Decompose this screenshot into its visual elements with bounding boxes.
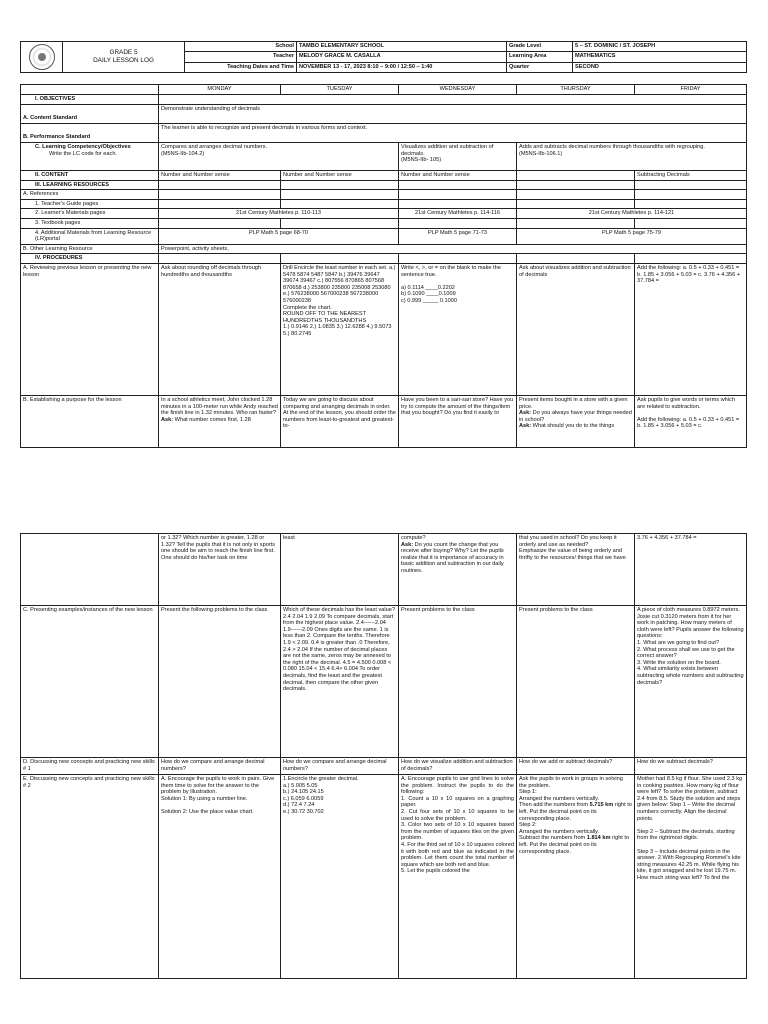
blank	[159, 254, 281, 264]
blank	[635, 254, 747, 264]
purpose-thursday-text: Present items bought in a store with a given price.	[519, 396, 628, 410]
lc-wednesday: Visualizes addition and subtraction of decimals. (M5NS-IIb- 105)	[399, 143, 517, 171]
concepts-1-friday: How do we subtract decimals?	[635, 758, 747, 775]
content-label: II. CONTENT	[21, 171, 159, 181]
purpose-thursday-cont: that you used in school? Do you keep it orderly and use as needed? Emphasize the value of being orderly and thrifty to the resources/ things that we have.	[517, 534, 635, 606]
lm-mon-tue: 21st Century Mathletes p. 110-113	[159, 209, 399, 219]
content-thursday	[517, 171, 635, 181]
blank	[635, 199, 747, 209]
blank	[517, 190, 635, 200]
am-mon-tue: PLP Math 5 page 68-70	[159, 228, 399, 244]
concepts-2-thursday-step2: right to left. Put the decimal point on its corresponding place. Step 2: Arranged the numbers vertically. Subtract the numbers from	[519, 802, 632, 842]
performance-standard-label: B. Performance Standard	[21, 124, 159, 143]
blank	[159, 190, 281, 200]
content-tuesday: Number and Number sense	[281, 171, 399, 181]
school-value: TAMBO ELEMENTARY SCHOOL	[297, 42, 507, 52]
lc-thursday: Adds and subtracts decimal numbers through thousandths with regrouping. (M5NS-IIb-106.1)	[517, 143, 747, 171]
page-2	[0, 512, 768, 1024]
review-label: A. Reviewing previous lesson or presenting the new lesson	[21, 263, 159, 395]
concepts-1-monday: How do we compare and arrange decimal numbers?	[159, 758, 281, 775]
performance-standard-value: The learner is able to recognize and present decimals in various forms and context.	[159, 124, 747, 143]
school-label: School	[185, 42, 297, 52]
purpose-tuesday: Today we are going to discuss about comparing and arranging decimals in order. At the end of the lesson, you should order the numbers from least-to-greatest and greatest-to-	[281, 395, 399, 447]
blank	[281, 218, 399, 228]
blank	[399, 190, 517, 200]
concepts-2-wednesday: A. Encourage pupils to use grid lines to solve the problem. Instruct the pupils to do the following: 1. Count a 10 x 10 squares on a graphing paper. 2. Cut four sets of 10 x 10 squares to be used to solve the problem. 3. Color two sets of 10 x 10 squares based from the number of squares tiles on the given problem. 4. For the third set of 10 x 10 squares colored it with both red and blue as indicated in the problem. Let them count the total number of square which are both red and blue. 5. Let the pupils colored the	[399, 775, 517, 979]
teacher-value: MELODY GRACE M. CASALLA	[297, 52, 507, 62]
ask-label: Ask:	[519, 410, 532, 417]
content-standard-value: Demonstrate understanding of decimals	[159, 105, 747, 124]
blank	[517, 218, 635, 228]
purpose-monday-cont: or 1.32? Which number is greater, 1.28 or 1.32? Tell the pupils that it is not only in sports one should be aim to reach the finish line first. One should do his/her task on time	[159, 534, 281, 606]
purpose-monday-text: In a school athletics meet, John clocked 1.28 minutes in a 100-meter run while Andy reached the finish line in 1.32 minutes. Who ran faster?	[161, 396, 278, 417]
day-wednesday: WEDNESDAY	[399, 85, 517, 95]
lesson-table-page1	[20, 84, 747, 448]
purpose-wednesday-cont-question: Do you count the change that you receive after buying? Why? Let the pupils realize that it is importance of accuracy in basic addition and subtraction in our daily routines.	[401, 541, 504, 574]
review-friday: Add the following: a. 0.5 + 0.33 + 0.451 = b. 1.85 + 3.056 + 5.03 = c. 3.76 + 4.356 + 37.784 =	[635, 263, 747, 395]
day-friday: FRIDAY	[635, 85, 747, 95]
concepts-2-thursday-step1: Ask the pupils to work in groups in solving the problem. Step 1: Arranged the numbers vertically. Then add the numbers from	[519, 776, 623, 809]
blank	[159, 180, 281, 190]
content-wednesday: Number and Number sense	[399, 171, 517, 181]
purpose-friday-cont: 3.76 + 4.356 + 37.784 =	[635, 534, 747, 606]
content-standard-label: A. Content Standard	[21, 105, 159, 124]
teacher-label: Teacher	[185, 52, 297, 62]
lc-monday: Compares and arranges decimal numbers. (M5NS-IIb-104.2)	[159, 143, 399, 171]
blank	[281, 199, 399, 209]
distance-value-2: 1.814 km	[586, 835, 611, 842]
purpose-thursday	[517, 395, 635, 447]
quarter-value: SECOND	[573, 62, 747, 72]
review-wednesday: Write <, >, or = on the blank to make the sentence true. a) 0.1114 ____0.2202 b) 0.1090 ____0.1009 c) 0.999 _____ 0.1000	[399, 263, 517, 395]
review-thursday: Ask about visualizes addition and subtraction of decimals	[517, 263, 635, 395]
purpose-monday-question: What number comes first, 1.28	[173, 416, 251, 423]
references-label: A. References	[21, 190, 159, 200]
deped-seal-icon	[29, 44, 55, 70]
purpose-label: B. Establishing a purpose for the lesson	[21, 395, 159, 447]
blank	[281, 254, 399, 264]
examples-label: C. Presenting examples/instances of the new lesson	[21, 606, 159, 758]
day-thursday: THURSDAY	[517, 85, 635, 95]
am-wednesday: PLP Math 5 page 71-73	[399, 228, 517, 244]
blank	[399, 218, 517, 228]
quarter-label: Quarter	[507, 62, 573, 72]
day-tuesday: TUESDAY	[281, 85, 399, 95]
concepts-1-label: D. Discussing new concepts and practicing new skills # 1	[21, 758, 159, 775]
blank	[635, 180, 747, 190]
blank	[399, 199, 517, 209]
examples-tuesday: Which of these decimals has the least value? 2.4 2.04 1.9 2.09 To compare decimals, start from the highest place value. 2.4------2.04 1.9------2.09 Ones digits are the same. 1 is less than 2. Compare the tenths. Therefore 1.9 < 2.09. 0.4 is greater than .0 Therefore, 2.4 > 2.04 If the number of decimal places are not the same, zeros may be annexed to the right of the decimal. 4.5 = 4.500 0.008 < 0.080 15.04 < 15.4 6.4> 6.004 To order decimals, find the least and the greatest decimal, then compare the other given decimals.	[281, 606, 399, 758]
area-label: Learning Area	[507, 52, 573, 62]
grade-level-label: Grade Level	[507, 42, 573, 52]
concepts-2-thursday	[517, 775, 635, 979]
log-title: DAILY LESSON LOG	[93, 57, 154, 64]
blank	[517, 254, 635, 264]
content-friday: Subtracting Decimals	[635, 171, 747, 181]
deped-seal-cell	[21, 42, 63, 73]
concepts-2-thursday-step3: right to left. Put the decimal point on its corresponding place.	[519, 835, 630, 855]
learning-competency-cell	[21, 143, 159, 171]
teachers-guide-label: 1. Teacher's Guide pages	[21, 199, 159, 209]
area-value: MATHEMATICS	[573, 52, 747, 62]
concepts-2-tuesday: 1.Encircle the greater decimal. a.) 5.005 5.05 b.) 24.105 24.15 c.) 6.059 6.0059 d.) 72.4 7.24 e.) 30.72 30.702	[281, 775, 399, 979]
purpose-thursday-question: Do you always have your things needed in school?	[519, 410, 632, 423]
dates-label: Teaching Dates and Time	[185, 62, 297, 72]
purpose-wednesday-cont	[399, 534, 517, 606]
examples-thursday: Present problems to the class	[517, 606, 635, 758]
blank	[635, 218, 747, 228]
blank	[517, 180, 635, 190]
purpose-wednesday: Have you been to a sari-sari store? Have you try to compute the amount of the things/item that you bought? Do you find it easily to	[399, 395, 517, 447]
lm-thu-fri: 21st Century Mathletes p. 114-121	[517, 209, 747, 219]
additional-materials-label: 4. Additional Materials from Learning Resource (LR)portal	[21, 228, 159, 244]
examples-wednesday: Present problems to the class	[399, 606, 517, 758]
purpose-thursday-question-2: What should you do to the things	[531, 423, 615, 430]
blank	[281, 180, 399, 190]
purpose-friday: Ask pupils to give words or terms which are related to subtraction. Add the following: a. 0.5 + 0.33 + 0.451 = b. 1.85 + 3.056 + 5.03 = c.	[635, 395, 747, 447]
procedures-heading: IV. PROCEDURES	[21, 254, 159, 264]
blank	[159, 218, 281, 228]
other-resource-value: Powerpoint, activity sheets,	[159, 244, 747, 254]
blank-corner	[21, 85, 159, 95]
blank	[159, 199, 281, 209]
header-table	[20, 41, 747, 73]
blank	[635, 190, 747, 200]
learning-competency-sublabel: Write the LC code for each.	[49, 150, 117, 157]
purpose-monday	[159, 395, 281, 447]
grade-label: GRADE 5	[109, 49, 138, 56]
objectives-heading: I. OBJECTIVES	[21, 95, 159, 105]
purpose-tuesday-cont: least	[281, 534, 399, 606]
resources-heading: III. LEARNING RESOURCES	[21, 180, 159, 190]
other-resource-label: B. Other Learning Resource	[21, 244, 159, 254]
purpose-continued-label	[21, 534, 159, 606]
distance-value-1: 5.715 km	[589, 802, 614, 809]
purpose-wednesday-cont-text: compute?	[401, 535, 426, 541]
review-tuesday: Drill Encircle the least number in each set. a.) 5478 5874 5487 5847 b.) 39476 39647 39674 39467 c.) 807556 870865 807568 870658 d.) 253800 235800 235008 253080 e.) 576238000 567000238 567238000 576000238 Complete the chart. ROUND OFF TO THE NEAREST HUNDREDTHS THOUSANDTHS 1.) 0.9146 2.) 1.0835 3.) 12.6288 4.) 9.5073 5.) 80.2745	[281, 263, 399, 395]
blank	[281, 190, 399, 200]
examples-monday: Present the following problems to the class	[159, 606, 281, 758]
lm-wednesday: 21st Century Mathletes p. 114-116	[399, 209, 517, 219]
review-monday: Ask about rounding off decimals through hundredths and thousandths	[159, 263, 281, 395]
ask-label: Ask:	[401, 541, 414, 548]
learners-materials-label: 2. Learner's Materials pages	[21, 209, 159, 219]
content-monday: Number and Number sense	[159, 171, 281, 181]
textbook-label: 3. Textbook pages	[21, 218, 159, 228]
blank	[517, 199, 635, 209]
learning-competency-label: C. Learning Competency/Objectives	[35, 144, 131, 150]
concepts-1-thursday: How do we add or subtract decimals?	[517, 758, 635, 775]
grade-level-value: 5 – ST. DOMINIC / ST. JOSEPH	[573, 42, 747, 52]
concepts-1-wednesday: How do we visualize addition and subtraction of decimals?	[399, 758, 517, 775]
lesson-table-page2	[20, 533, 747, 979]
am-thu-fri: PLP Math 5 page 75-79	[517, 228, 747, 244]
concepts-2-monday: A. Encourage the pupils to work in pairs. Give them time to solve for the answer to the problem by illustration. Solution 1: By using a number line. Solution 2: Use the place value chart.	[159, 775, 281, 979]
dates-value: NOVEMBER 13 - 17, 2023 8:10 – 9:00 / 12:50 – 1:40	[297, 62, 507, 72]
examples-friday: A piece of cloth measures 0.8972 meters. Josie cut 0.3120 meters from it for her work in patching. How many meters of cloth were left? Pupils answer the following questions: 1. What are we going to find out? 2. What process shall we use to get the correct answer? 3. Write the solution on the board. 4. What similarity exists between subtracting whole numbers and subtracting decimals?	[635, 606, 747, 758]
grade-cell	[63, 42, 185, 73]
concepts-2-friday: Mother had 8.5 kg if flour. She used 2.3 kg in cooking pastries. How many kg of flour were left? To solve the problem, subtract 2.4 from 8.5. Study the solution and steps given below: Step 1 – Write the decimal numbers correctly. Align the decimal points. Step 2 – Subtract the decimals, starting from the rightmost digits. Step 3 – Include decimal points in the answer. 2.With Regrouping Rommel's kite string measures 42.25 m. While flying his kite, it got snagged and he lost 19.75 m. How much string was left? To find the	[635, 775, 747, 979]
ask-label: Ask:	[519, 423, 532, 430]
ask-label: Ask:	[161, 416, 174, 423]
blank	[399, 254, 517, 264]
concepts-2-label: E. Discussing new concepts and practicing new skills # 2	[21, 775, 159, 979]
objectives-blank	[159, 95, 747, 105]
blank	[399, 180, 517, 190]
day-monday: MONDAY	[159, 85, 281, 95]
concepts-1-tuesday: How do we compare and arrange decimal numbers?	[281, 758, 399, 775]
